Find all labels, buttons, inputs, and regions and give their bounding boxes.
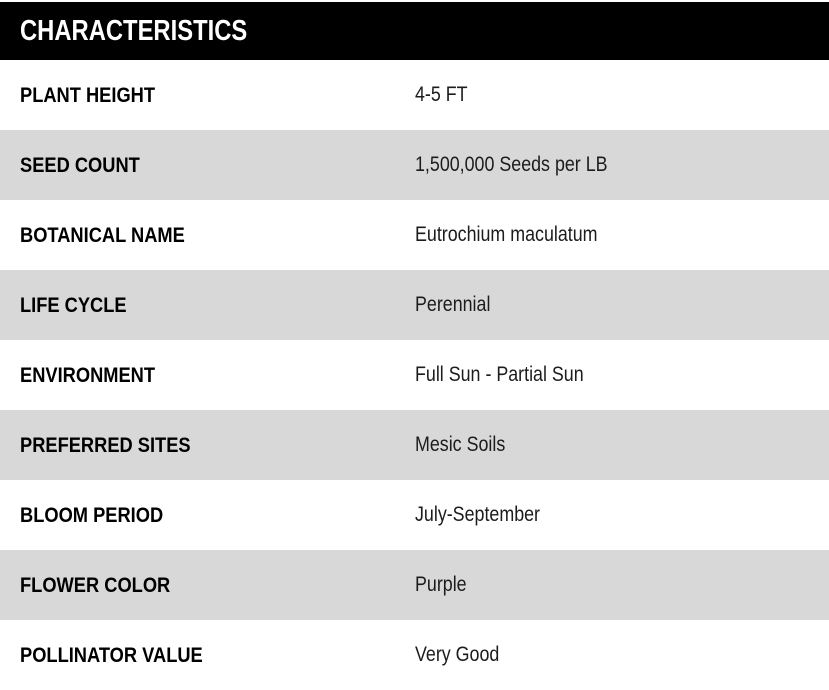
table-row — [0, 60, 829, 130]
row-label: PLANT HEIGHT — [20, 82, 156, 107]
table-row — [0, 620, 829, 690]
table-row — [0, 270, 829, 340]
row-label-cell — [0, 293, 415, 318]
table-title: CHARACTERISTICS — [20, 14, 248, 47]
row-value: 4-5 FT — [415, 83, 468, 106]
table-row — [0, 200, 829, 270]
row-value-cell — [415, 573, 829, 597]
row-value: Full Sun - Partial Sun — [415, 363, 584, 386]
row-label: POLLINATOR VALUE — [20, 642, 203, 667]
row-value: Eutrochium maculatum — [415, 223, 598, 246]
row-value-cell — [415, 153, 829, 177]
row-label: SEED COUNT — [20, 152, 140, 177]
table-row — [0, 340, 829, 410]
row-label-cell — [0, 573, 415, 598]
row-label-cell — [0, 363, 415, 388]
row-label-cell — [0, 153, 415, 178]
row-label-cell — [0, 503, 415, 528]
row-value: Very Good — [415, 643, 500, 666]
row-label: PREFERRED SITES — [20, 432, 191, 457]
row-value: Perennial — [415, 293, 491, 316]
table-row — [0, 410, 829, 480]
table-header-bar — [0, 2, 829, 60]
table-body — [0, 60, 829, 690]
row-value-cell — [415, 643, 829, 667]
row-label: LIFE CYCLE — [20, 292, 127, 317]
row-value-cell — [415, 433, 829, 457]
row-label-cell — [0, 433, 415, 458]
row-label-cell — [0, 83, 415, 108]
table-row — [0, 550, 829, 620]
row-value-cell — [415, 293, 829, 317]
row-label: BOTANICAL NAME — [20, 222, 185, 247]
row-label: FLOWER COLOR — [20, 572, 171, 597]
row-label: BLOOM PERIOD — [20, 502, 164, 527]
table-row — [0, 130, 829, 200]
row-value-cell — [415, 363, 829, 387]
row-value: Mesic Soils — [415, 433, 506, 456]
row-value: July-September — [415, 503, 541, 526]
table-row — [0, 480, 829, 550]
row-label: ENVIRONMENT — [20, 362, 156, 387]
row-label-cell — [0, 643, 415, 668]
row-value-cell — [415, 503, 829, 527]
row-value-cell — [415, 223, 829, 247]
row-label-cell — [0, 223, 415, 248]
row-value-cell — [415, 83, 829, 107]
row-value: 1,500,000 Seeds per LB — [415, 153, 608, 176]
row-value: Purple — [415, 573, 467, 596]
